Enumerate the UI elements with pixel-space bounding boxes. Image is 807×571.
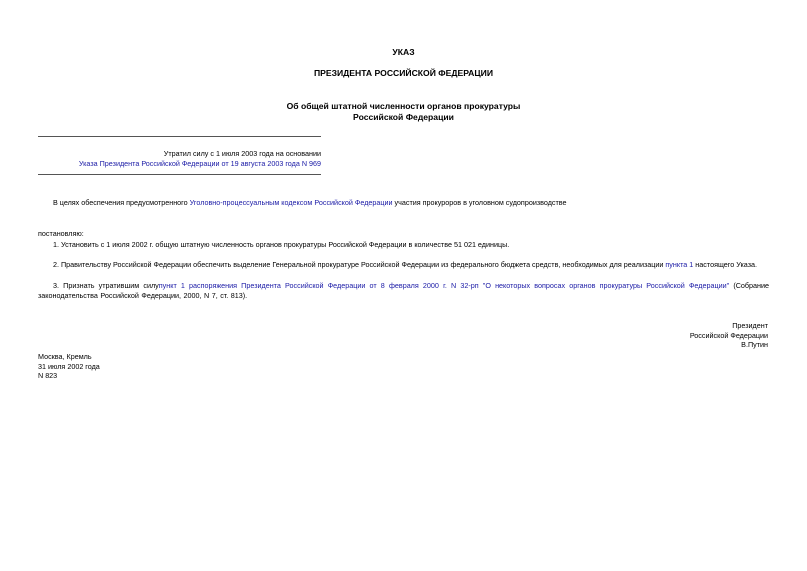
- item-2-text-before: 2. Правительству Российской Федерации обеспечить выделение Генеральной прокуратуре Российской Федерации из федерального бюджета средств, необходимых для реализации: [53, 260, 666, 269]
- place-date-block: [38, 352, 100, 381]
- signature-name: В.Путин: [741, 340, 768, 350]
- note-bottom-rule: [38, 174, 321, 175]
- repeal-note: [38, 149, 321, 168]
- item-3: [38, 281, 769, 300]
- item-2-text-after: настоящего Указа.: [693, 260, 757, 269]
- item-3-text-after: (Собрание законодательства Российской Федерации, 2000, N 7, ст. 813).: [38, 281, 769, 300]
- criminal-procedure-code-link[interactable]: Уголовно-процессуальным кодексом Российской Федерации: [189, 198, 393, 207]
- place-date: 31 июля 2002 года: [38, 361, 100, 371]
- doc-issuer: ПРЕЗИДЕНТА РОССИЙСКОЙ ФЕДЕРАЦИИ: [313, 68, 494, 78]
- repeal-note-text: Утратил силу с 1 июля 2003 года на основании: [163, 149, 321, 158]
- item-2-link[interactable]: пункта 1: [665, 260, 694, 269]
- repeal-note-link[interactable]: Указа Президента Российской Федерации от 19 августа 2003 года N 969: [78, 158, 321, 168]
- doc-subject-line-1: Об общей штатной численности органов прокуратуры: [286, 101, 521, 111]
- item-3-text-before: 3. Признать утратившим силу: [53, 281, 159, 290]
- item-1: 1. Установить с 1 июля 2002 г. общую штатную численность органов прокуратуры Российской Федерации в количестве 51 021 единицы.: [53, 240, 510, 249]
- doc-subject-line-2: Российской Федерации: [353, 112, 454, 122]
- item-3-link[interactable]: пункт 1 распоряжения Президента Российской Федерации от 8 февраля 2000 г. N 32-рп "О некоторых вопросах органов прокуратуры Российской Федерации": [158, 281, 730, 290]
- preamble: [38, 198, 769, 208]
- decree-word: постановляю:: [38, 229, 84, 238]
- doc-title: УКАЗ: [392, 47, 415, 57]
- signature-country: Российской Федерации: [689, 330, 768, 340]
- signature-block: [690, 321, 768, 350]
- preamble-text-after: участия прокуроров в уголовном судопроизводстве: [392, 198, 567, 207]
- note-top-rule: [38, 136, 321, 137]
- preamble-text-before: В целях обеспечения предусмотренного: [53, 198, 190, 207]
- signature-title: Президент: [732, 321, 768, 330]
- decree-number: N 823: [38, 371, 58, 381]
- item-2: [38, 260, 769, 270]
- place-city: Москва, Кремль: [38, 352, 92, 361]
